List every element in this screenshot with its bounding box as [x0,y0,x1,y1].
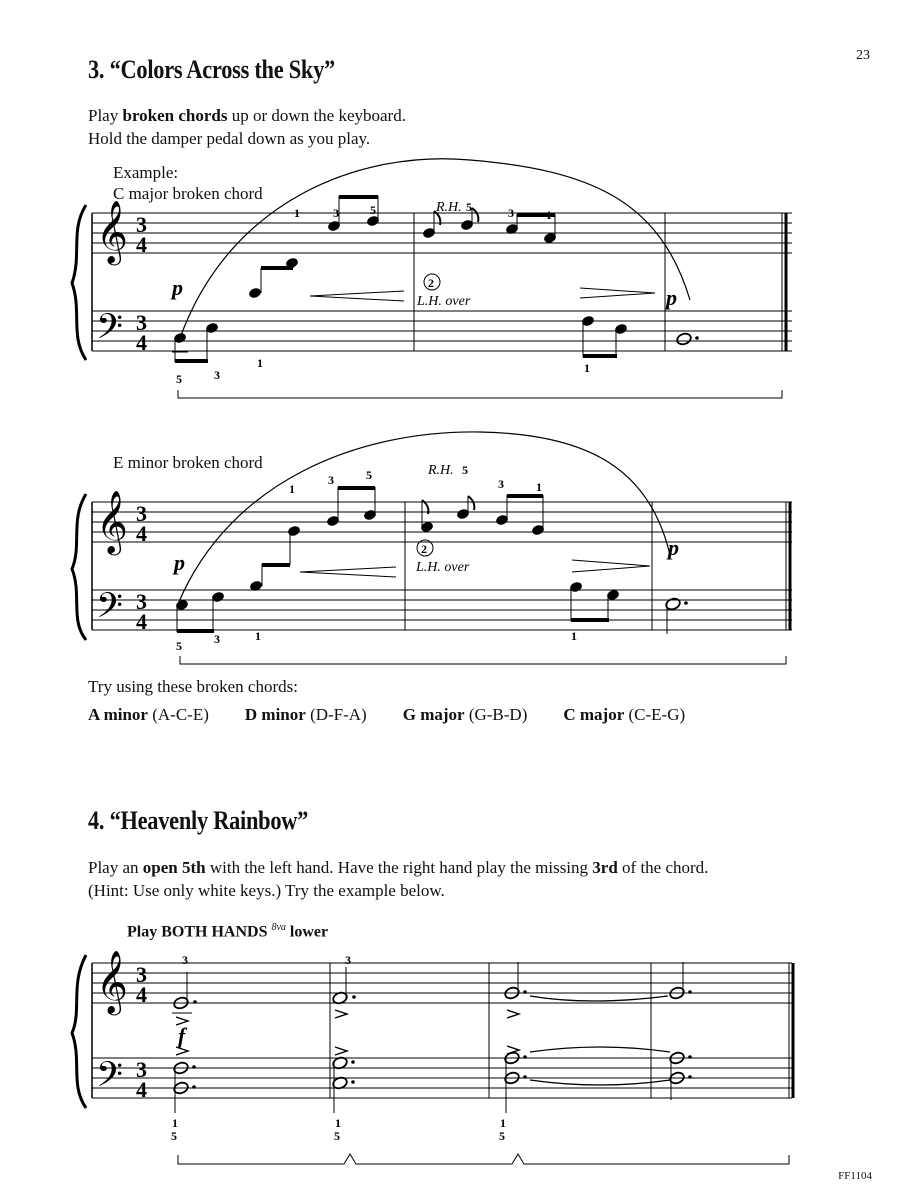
fingering: 5 [176,372,182,386]
fingering: 5 [462,463,468,477]
fingering: 5 [171,1129,177,1143]
fingering: 1 [294,206,300,220]
dynamic-p: p [172,275,183,300]
section-4-title: 4. “Heavenly Rainbow” [88,806,309,835]
fingering: 1 [255,629,261,643]
time-sig-bottom: 4 [136,1077,147,1102]
dynamic-p: p [668,535,679,560]
try-text: Try using these broken chords: [88,677,298,696]
play-both-hands-instruction: Play BOTH HANDS $^{8va}$ lower [127,922,329,941]
section-4-instructions: Play an open 5th with the left hand. Have the right hand play the missing 3rd of the chord. (Hint: Use only white keys.) Try the example below. [88,858,709,900]
fingering: 5 [334,1129,340,1143]
time-sig-bottom: 4 [136,232,147,257]
system-e-minor [72,432,792,664]
rh-marking: R.H. [436,200,462,215]
fingering: 1 [289,482,295,496]
time-sig-bottom: 4 [136,521,147,546]
fingering: 1 [546,208,552,222]
fingering: 5 [176,639,182,653]
treble-clef-icon: 𝄞 [96,202,128,262]
time-sig-top: 3 [136,1057,147,1082]
chord-item: G major (G-B-D) [402,705,528,724]
dynamic-p: p [174,550,185,575]
time-sig-top: 3 [136,962,147,987]
fingering: 3 [345,953,351,967]
fingering: 1 [257,356,263,370]
fingering: 3 [333,206,339,220]
footer-code: FF1104 [838,1170,872,1182]
bass-clef-icon: 𝄢 [96,309,124,355]
dynamic-p: p [666,285,677,310]
fingering: 3 [508,206,514,220]
fingering: 1 [571,629,577,643]
chord-item: A minor (A-C-E) [88,705,209,724]
fingering: 1 [500,1116,506,1130]
fingering: 1 [536,480,542,494]
time-sig-top: 3 [136,310,147,335]
section-3-instructions: Play broken chords up or down the keyboard. Hold the damper pedal down as you play. [88,106,406,148]
bass-clef-icon: 𝄢 [96,1057,124,1103]
chord-list [88,705,721,725]
system-heavenly-rainbow [72,952,793,1164]
system-c-major [72,159,792,398]
rh-marking: R.H. [428,463,454,478]
bass-clef-icon: 𝄢 [96,588,124,634]
time-sig-bottom: 4 [136,609,147,634]
fingering: 3 [498,477,504,491]
page-number: 23 [856,48,870,63]
chord-item: D minor (D-F-A) [244,705,367,724]
chord-item: C major (C-E-G) [563,705,686,724]
fingering: 5 [499,1129,505,1143]
e-minor-label: E minor broken chord [113,453,263,472]
fingering: 5 [366,468,372,482]
dynamic-f: f [178,1023,186,1048]
treble-clef-icon: 𝄞 [96,952,128,1012]
lh-over-marking: L.H. over [417,294,471,309]
lh-over-marking: L.H. over [416,560,470,575]
section-3-title: 3. “Colors Across the Sky” [88,55,335,84]
time-sig-top: 3 [136,589,147,614]
time-sig-bottom: 4 [136,982,147,1007]
fingering: 1 [172,1116,178,1130]
time-sig-top: 3 [136,501,147,526]
fingering: 3 [182,953,188,967]
time-sig-top: 3 [136,212,147,237]
fingering: 1 [335,1116,341,1130]
fingering: 5 [466,200,472,214]
fingering: 5 [370,203,376,217]
treble-clef-icon: 𝄞 [96,492,128,552]
fingering: 3 [214,368,220,382]
fingering: 3 [214,632,220,646]
time-sig-bottom: 4 [136,330,147,355]
circled-finger: 2 [428,276,434,290]
fingering: 3 [328,473,334,487]
fingering: 1 [584,361,590,375]
example-label: Example: C major broken chord [113,163,263,203]
circled-finger: 2 [421,542,427,556]
